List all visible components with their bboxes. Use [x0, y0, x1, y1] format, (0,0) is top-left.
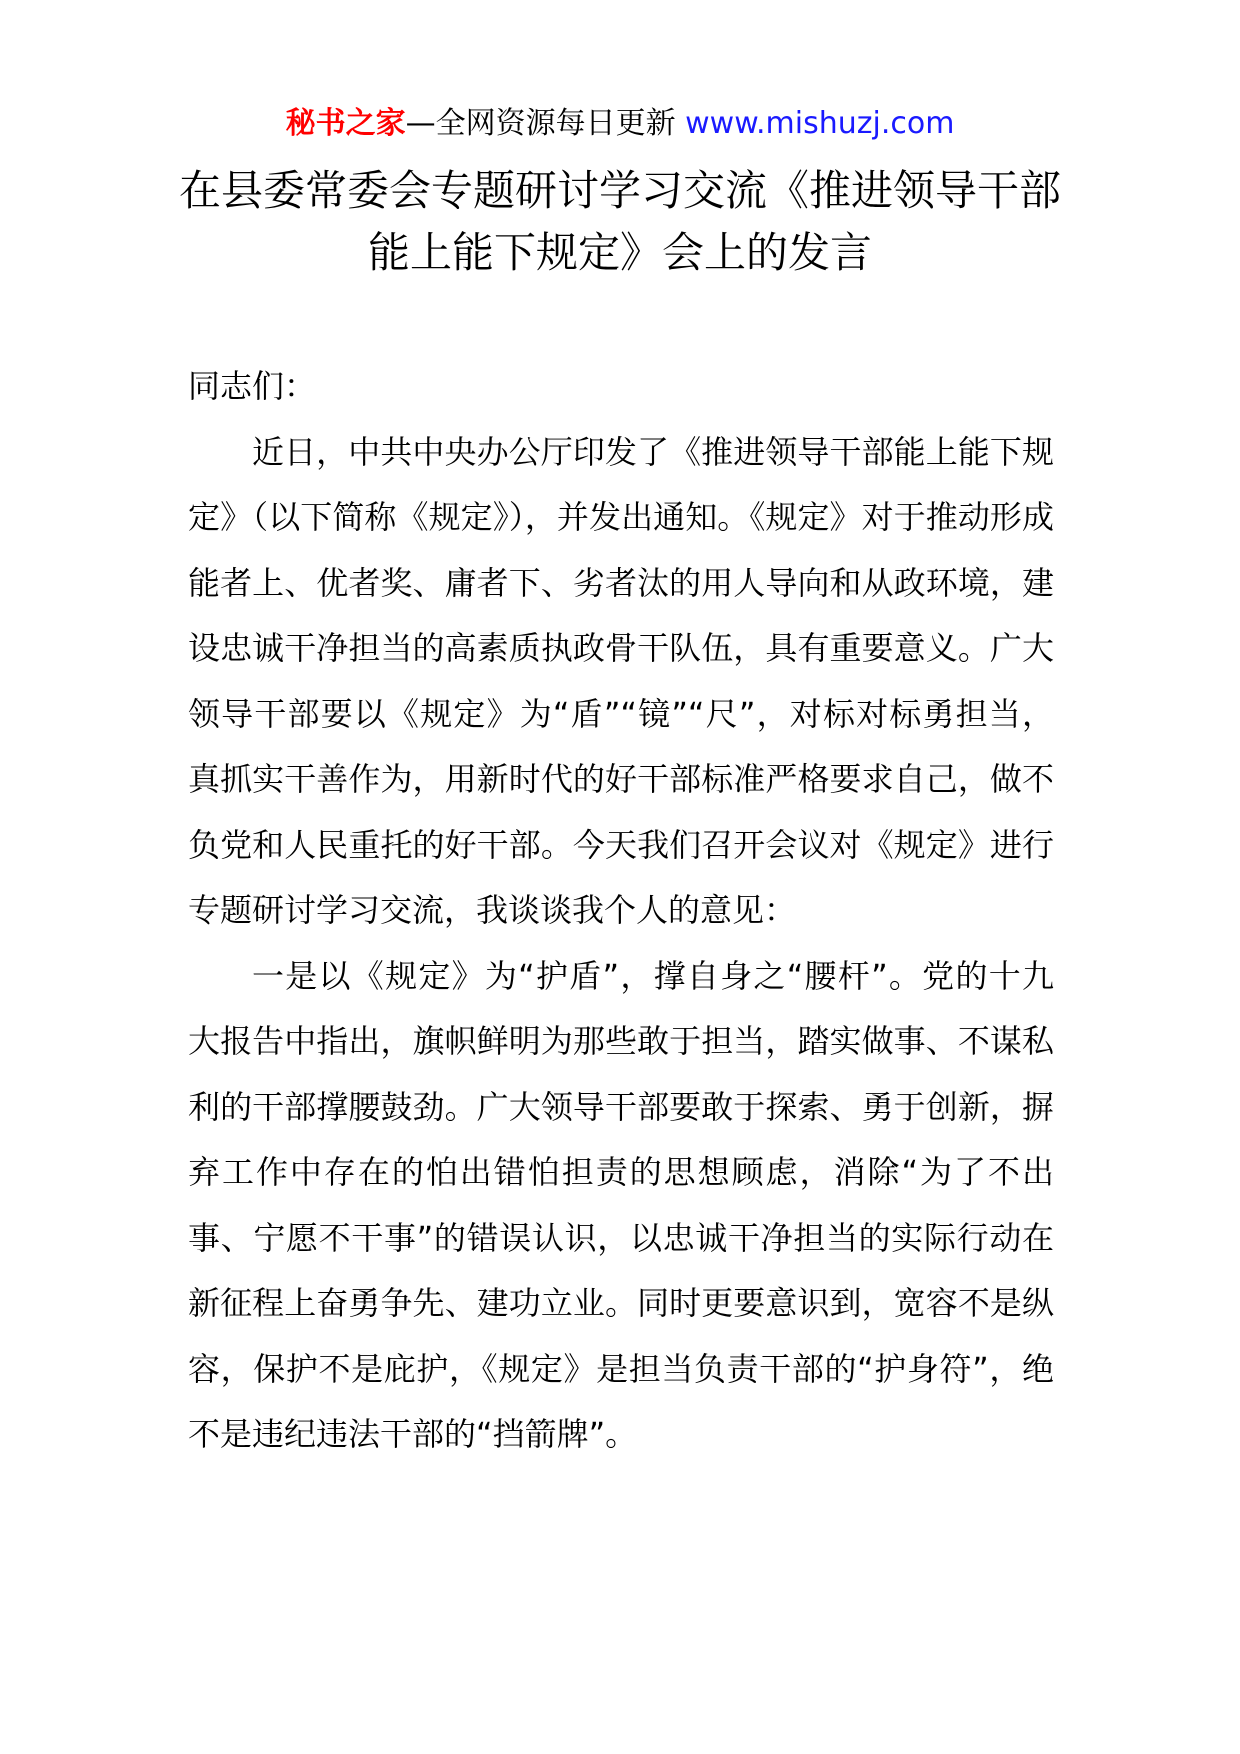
document-body: [188, 354, 1054, 1468]
body-paragraph: 一是以《规定》为“护盾”，撑自身之“腰杆”。党的十九大报告中指出，旗帜鲜明为那些敢于担当，踏实做事、不谋私利的干部撑腰鼓劲。广大领导干部要敢于探索、勇于创新，摒弃工作中存在的怕出错怕担责的思想顾虑，消除“为了不出事、宁愿不干事”的错误认识，以忠诚干净担当的实际行动在新征程上奋勇争先、建功立业。同时更要意识到，宽容不是纵容，保护不是庇护，《规定》是担当负责干部的“护身符”，绝不是违纪违法干部的“挡箭牌”。: [188, 956, 1054, 1453]
body-paragraph: 近日，中共中央办公厅印发了《推进领导干部能上能下规定》（以下简称《规定》），并发出通知。《规定》对于推动形成能者上、优者奖、庸者下、劣者汰的用人导向和从政环境，建设忠诚干净担当的高素质执政骨干队伍，具有重要意义。广大领导干部要以《规定》为“盾”“镜”“尺”，对标对标勇担当，真抓实干善作为，用新时代的好干部标准严格要求自己，做不负党和人民重托的好干部。今天我们召开会议对《规定》进行专题研讨学习交流，我谈谈我个人的意见：: [188, 432, 1054, 929]
document-title: 在县委常委会专题研讨学习交流《推进领导干部能上能下规定》会上的发言: [178, 166, 1061, 277]
site-tagline: —全网资源每日更新: [405, 106, 676, 141]
salutation: 同志们：: [188, 367, 317, 405]
site-brand: 秘书之家: [285, 106, 406, 141]
site-url-link[interactable]: www.mishuzj.com: [685, 106, 955, 141]
site-header: [0, 100, 1240, 148]
